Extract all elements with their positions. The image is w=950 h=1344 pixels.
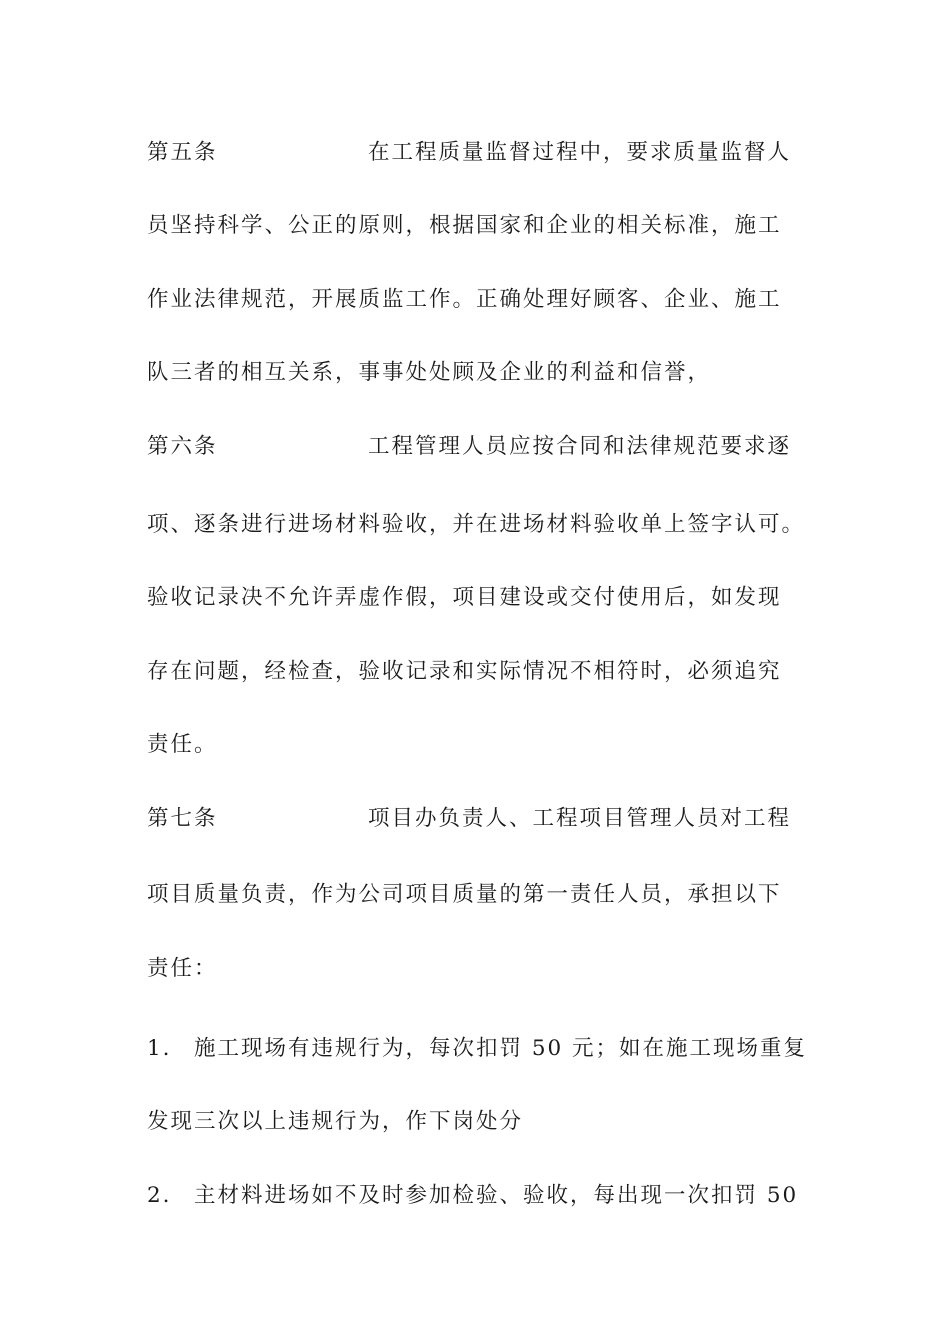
article-7-text: 项目办负责人、工程项目管理人员对工程 <box>368 806 792 831</box>
article-6-line: 责任。 <box>147 732 218 757</box>
item-2-text: 主材料进场如不及时参加检验、验收，每出现一次扣罚 50 <box>194 1183 799 1208</box>
article-7-line: 责任： <box>147 956 218 981</box>
article-5-text: 在工程质量监督过程中，要求质量监督人 <box>368 140 792 165</box>
article-5-line: 员坚持科学、公正的原则，根据国家和企业的相关标准，施工 <box>147 213 782 238</box>
article-7-label: 第七条 <box>147 806 218 831</box>
item-2-number: 2. <box>147 1183 172 1208</box>
item-1-line: 发现三次以上违规行为，作下岗处分 <box>147 1109 524 1134</box>
item-1-number: 1. <box>147 1036 172 1061</box>
article-6-line: 存在问题，经检查，验收记录和实际情况不相符时，必须追究 <box>147 659 782 684</box>
article-5-line: 队三者的相互关系，事事处处顾及企业的利益和信誉， <box>147 360 712 385</box>
article-6-line: 验收记录决不允许弄虚作假，项目建设或交付使用后，如发现 <box>147 585 782 610</box>
article-5-line: 作业法律规范，开展质监工作。正确处理好顾客、企业、施工 <box>147 287 782 312</box>
article-5-label: 第五条 <box>147 140 218 165</box>
article-6-label: 第六条 <box>147 434 218 459</box>
article-6-line: 项、逐条进行进场材料验收，并在进场材料验收单上签字认可。 <box>147 512 806 537</box>
article-6-text: 工程管理人员应按合同和法律规范要求逐 <box>368 434 792 459</box>
item-1-text: 施工现场有违规行为，每次扣罚 50 元；如在施工现场重复 <box>194 1036 808 1061</box>
article-7-line: 项目质量负责，作为公司项目质量的第一责任人员，承担以下 <box>147 882 782 907</box>
